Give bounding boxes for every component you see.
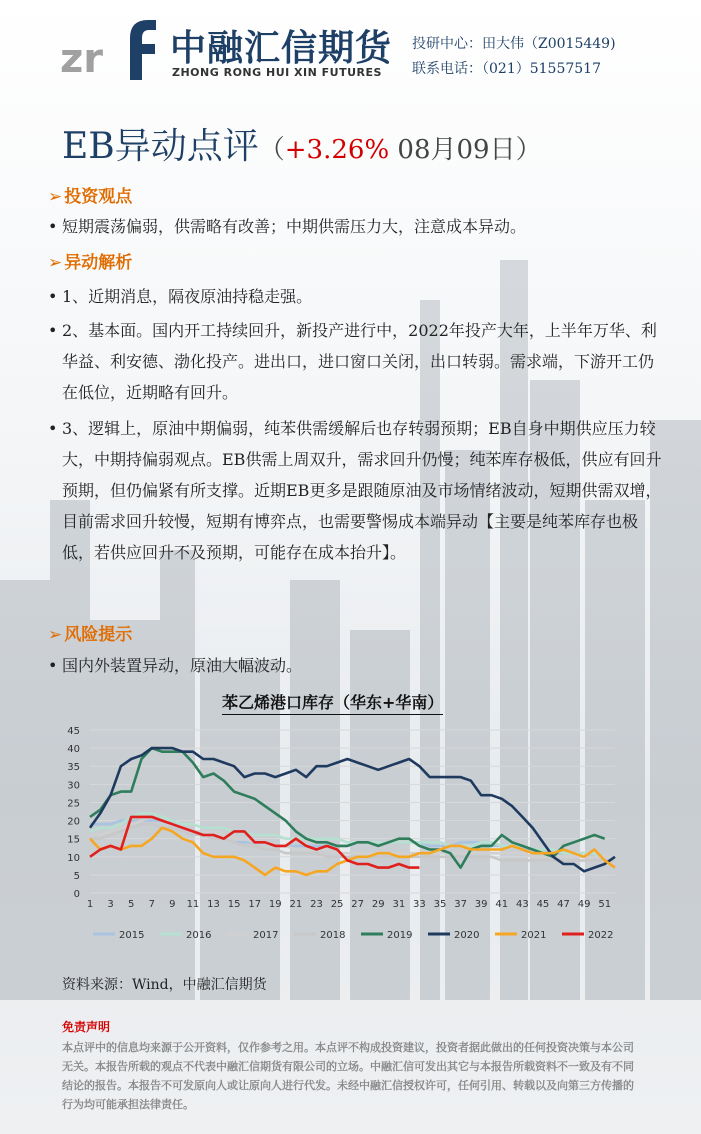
svg-text:zr: zr [60, 36, 104, 82]
x-tick-label: 1 [86, 899, 94, 910]
legend-label: 2016 [186, 930, 212, 941]
arrow-icon: ➢ [48, 253, 63, 273]
x-tick-label: 35 [433, 899, 447, 910]
legend-label: 2017 [253, 930, 279, 941]
bullet-icon: • [48, 656, 58, 675]
arrow-icon: ➢ [48, 187, 63, 207]
title-main: EB异动点评 [62, 126, 259, 167]
x-tick-label: 49 [577, 899, 591, 910]
heading-analysis: ➢ 异动解析 [48, 253, 133, 273]
heading-risk: ➢ 风险提示 [48, 625, 133, 645]
list-item [48, 315, 668, 408]
bullet-icon: • [48, 217, 58, 236]
y-tick-label: 5 [73, 870, 80, 882]
x-tick-label: 9 [169, 899, 176, 910]
company-name-en: ZHONG RONG HUI XIN FUTURES [172, 66, 382, 79]
legend-label: 2022 [588, 930, 614, 941]
analysis-3: 3、逻辑上，原油中期偏弱，纯苯供需缓解后也存转弱预期；EB自身中期供应压力较大，中期持偏弱观点。EB供需上周双升，需求回升仍慢；纯苯库存极低，供应有回升预期，但仍偏紧有所支撑。近期EB更多是跟随原油及市场情绪波动，短期供需双增，目前需求回升较慢，短期有博弈点，也需要警惕成本端异动【主要是纯苯库存也极低，若供应回升不及预期，可能存在成本抬升】。 [62, 419, 662, 562]
legend-label: 2020 [454, 930, 480, 941]
page-title [62, 118, 542, 169]
title-paren-open: （ [258, 135, 285, 165]
y-tick-label: 25 [67, 798, 80, 810]
y-tick-label: 15 [67, 834, 80, 846]
contact-phone: 联系电话：（021）51557517 [412, 61, 601, 77]
view-text: 短期震荡偏弱，供需略有改善；中期供需压力大，注意成本异动。 [62, 217, 527, 236]
arrow-icon: ➢ [48, 625, 63, 645]
list-item [48, 281, 668, 312]
y-tick-label: 45 [67, 726, 80, 737]
title-change-percent: +3.26% [284, 135, 390, 165]
data-source: 资料来源：Wind，中融汇信期货 [62, 977, 267, 993]
x-tick-label: 39 [474, 899, 488, 910]
chart-title: 苯乙烯港口库存（华东+华南） [222, 690, 443, 715]
x-tick-label: 5 [127, 899, 135, 910]
list-item [48, 211, 668, 242]
company-name-cn: 中融汇信期货 [170, 28, 393, 69]
list-item [48, 413, 668, 568]
y-tick-label: 40 [67, 744, 80, 756]
legend-label: 2019 [387, 930, 413, 941]
y-tick-label: 0 [73, 889, 80, 900]
y-tick-label: 35 [67, 762, 80, 774]
x-tick-label: 33 [413, 899, 426, 910]
report-header [0, 0, 701, 110]
x-tick-label: 29 [371, 899, 385, 910]
y-tick-label: 30 [67, 780, 80, 792]
analysis-1: 1、近期消息，隔夜原油持稳走强。 [62, 287, 313, 306]
x-tick-label: 51 [598, 899, 612, 910]
disclaimer-body: 本点评中的信息均来源于公开资料，仅作参考之用。本点评不构成投资建议，投资者据此做出的任何投资决策与本公司无关。本报告所载的观点不代表中融汇信期货有限公司的立场。中融汇信可发出其它与本报告所载资料不一致及有不同结论的报告。本报告不可发原向人或让原向人进行代发。未经中融汇信授权许可，任何引用、转载以及向第三方传播的行为均可能承担法律责任。 [62, 1041, 634, 1111]
disclaimer-title: 免责声明 [62, 1020, 111, 1034]
bullet-icon: • [48, 419, 58, 438]
x-tick-label: 25 [330, 899, 344, 910]
x-tick-label: 45 [536, 899, 550, 910]
x-tick-label: 19 [268, 899, 282, 910]
x-tick-label: 11 [186, 899, 200, 910]
heading-investment-view: ➢ 投资观点 [48, 187, 133, 207]
inventory-line-chart [55, 718, 635, 953]
x-tick-label: 37 [454, 899, 467, 910]
x-tick-label: 31 [392, 899, 406, 910]
y-tick-label: 10 [67, 852, 80, 864]
x-tick-label: 21 [289, 899, 303, 910]
x-tick-label: 15 [227, 899, 241, 910]
legend-label: 2018 [320, 930, 346, 941]
list-item [48, 650, 668, 681]
x-tick-label: 27 [351, 899, 365, 910]
x-tick-label: 23 [310, 899, 323, 910]
x-tick-label: 43 [515, 899, 529, 910]
bullet-icon: • [48, 287, 58, 306]
x-tick-label: 7 [148, 899, 155, 910]
legend-label: 2015 [119, 930, 145, 941]
x-tick-label: 3 [107, 899, 114, 910]
x-tick-label: 13 [207, 899, 220, 910]
x-tick-label: 41 [495, 899, 509, 910]
legend-label: 2021 [521, 930, 547, 941]
x-tick-label: 47 [557, 899, 570, 910]
analysis-2: 2、基本面。国内开工持续回升，新投产进行中，2022年投产大年，上半年万华、利华益、利安德、渤化投产。进出口，进口窗口关闭，出口转弱。需求端，下游开工仍在低位，近期略有回升。 [62, 321, 657, 402]
title-date: 08月09日） [389, 135, 542, 165]
contact-researcher: 投研中心：田大伟（Z0015449) [412, 36, 616, 52]
x-tick-label: 17 [248, 899, 262, 910]
contact-info [412, 32, 616, 82]
company-logo-icon [60, 14, 160, 84]
y-tick-label: 20 [67, 816, 80, 828]
bullet-icon: • [48, 321, 58, 340]
risk-text: 国内外装置异动，原油大幅波动。 [62, 656, 303, 675]
